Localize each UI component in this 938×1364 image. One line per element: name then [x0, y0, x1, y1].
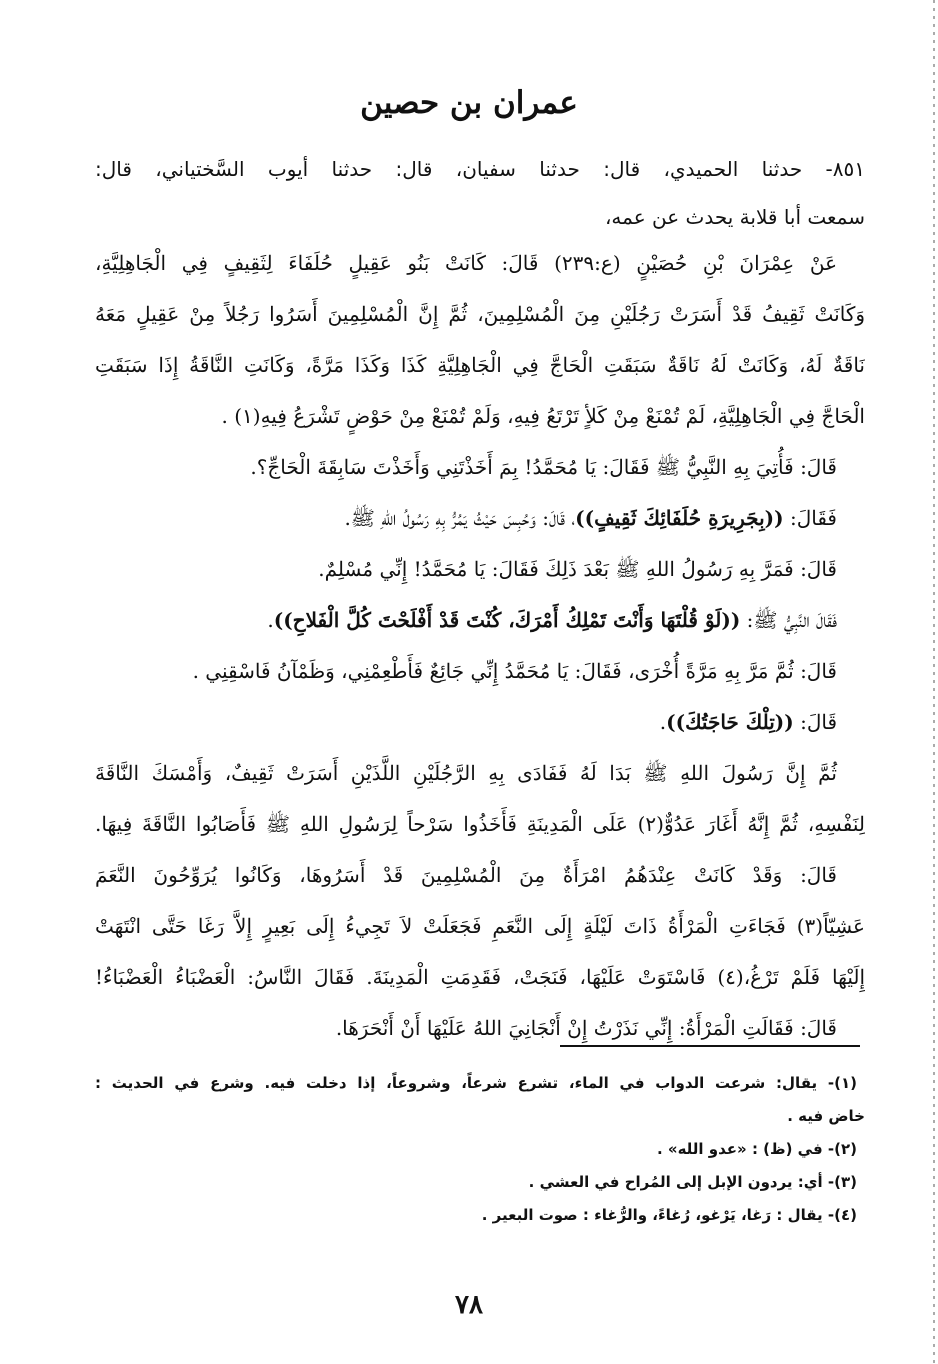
dialogue-line [95, 697, 865, 748]
text-line: قَالَ: فَقَالَتِ الْمَرْأَةُ: إِنِّي نَذَرْتُ إِنْ أَنْجَانِيَ اللهُ عَلَيْهَا أَنْ أَنْحَرَهَا. [335, 1016, 837, 1040]
chapter-title: عمران بن حصين [360, 85, 578, 121]
footnote-separator [560, 1045, 860, 1047]
dialogue-intro: فَقَالَ النَّبِيُّ ﷺ: [740, 608, 837, 632]
prophet-saying: ((بِجَرِيرَةِ حُلَفَائِكَ ثَقِيفٍ)) [575, 506, 784, 530]
hadith-isnad [95, 145, 865, 241]
prophet-saying: ((تِلْكَ حَاجَتُكَ)) [666, 710, 794, 734]
footnote-2: (٢)- في (ظ) : «عدو الله» . [656, 1140, 857, 1158]
page-number: ٧٨ [455, 1290, 483, 1320]
dialogue-line [95, 595, 865, 646]
dialogue-intro: فَقَالَ: [783, 506, 837, 530]
hadith-text-continuation [95, 748, 865, 1054]
footnote-1-continued: خاض فيه . [787, 1107, 865, 1125]
text-line: الْحَاجَّ فِي الْجَاهِلِيَّةِ، لَمْ تُمْنَعْ مِنْ كَلأٍ تَرْتَعُ فِيهِ، وَلَمْ تُمْنَعْ مِنْ حَوْضٍ تَشْرَعُ فِيهِ(١) . [221, 404, 865, 428]
dialogue-section [95, 442, 865, 748]
text-line: قَالَ: وَقَدْ كَانَتْ عِنْدَهُمُ امْرَأَةٌ مِنَ الْمُسْلِمِينَ قَدْ أَسَرُوهَا، وَكَانُوا يُرَوِّحُونَ النَّعَمَ [95, 863, 837, 887]
isnad-line: ٨٥١- حدثنا الحميدي، قال: حدثنا سفيان، قال: حدثنا أيوب السَّختياني، قال: [95, 157, 865, 181]
prophet-saying: ((لَوْ قُلْتَهَا وَأَنْتَ تَمْلِكُ أَمْرَكَ، كُنْتَ قَدْ أَفْلَحْتَ كُلَّ الْفَلاحِ)) [273, 608, 741, 632]
dialogue-line: قَالَ: فَأُتِيَ بِهِ النَّبِيُّ ﷺ فَقَالَ: يَا مُحَمَّدُ! بِمَ أَخَذْتَنِي وَأَخَذْتَ سَابِقَةَ الْحَاجِّ؟. [250, 455, 837, 479]
footnote-3: (٣)- أي: يردون الإبل إلى المُراح في العشي . [528, 1173, 857, 1191]
dialogue-intro: قَالَ: [793, 710, 837, 734]
text-line: عَشِيّاً(٣) فَجَاءَتِ الْمَرْأَةُ ذَاتَ لَيْلَةٍ إِلَى النَّعَمِ فَجَعَلَتْ لاَ تَجِيءُ إِلَى بَعِيرٍ إِلاَّ رَغَا حَتَّى انْتَهَتْ [95, 914, 865, 938]
dialogue-line [95, 493, 865, 544]
footnotes [95, 1067, 865, 1232]
dialogue-end: . [659, 710, 667, 734]
text-line: عَنْ عِمْرَانَ بْنِ حُصَيْنٍ (ع:٢٣٩) قَالَ: كَانَتْ بَنُو عَقِيلٍ حُلَفَاءَ لِثَقِيفٍ فِي الْجَاهِلِيَّةِ، [95, 251, 837, 275]
dialogue-line: قَالَ: فَمَرَّ بِهِ رَسُولُ اللهِ ﷺ بَعْدَ ذَلِكَ فَقَالَ: يَا مُحَمَّدُ! إِنِّي مُسْلِمٌ. [318, 557, 837, 581]
dialogue-end: . [267, 608, 274, 632]
footnote-1: (١)- يقال: شرعت الدواب في الماء، تشرع شرعاً، وشروعاً، إذا دخلت فيه. وشرع في الحديث : [95, 1074, 857, 1092]
dialogue-line: قَالَ: ثُمَّ مَرَّ بِهِ مَرَّةً أُخْرَى، فَقَالَ: يَا مُحَمَّدُ إِنِّي جَائِعٌ فَأَطْعِمْنِي، وَظَمْآنُ فَاسْقِنِي . [192, 659, 837, 683]
hadith-text-opening [95, 238, 865, 748]
isnad-line: سمعت أبا قلابة يحدث عن عمه، [604, 205, 865, 229]
dialogue-rest: ، قَالَ: وَحُبِسَ حَيْثُ يَمُرُّ بِهِ رَسُولُ اللهِ ﷺ. [344, 506, 576, 530]
text-line: ثُمَّ إِنَّ رَسُولَ اللهِ ﷺ بَدَا لَهُ فَفَادَى بِهِ الرَّجُلَيْنِ اللَّذَيْنِ أَسَرَتْ ثَقِيفٌ، وَأَمْسَكَ النَّاقَةَ [95, 761, 837, 785]
text-line: وَكَانَتْ ثَقِيفُ قَدْ أَسَرَتْ رَجُلَيْنِ مِنَ الْمُسْلِمِينَ، ثُمَّ إِنَّ الْمُسْلِمِينَ أَسَرُوا رَجُلاً مِنْ عَقِيلٍ مَعَهُ [95, 302, 865, 326]
text-line: نَاقَةٌ لَهُ، وَكَانَتْ لَهُ نَاقَةٌ سَبَقَتِ الْحَاجَّ فِي الْجَاهِلِيَّةِ كَذَا وَكَذَا مَرَّةً، وَكَانَتِ النَّاقَةُ إِذَا سَبَقَتِ [95, 353, 865, 377]
page-edge-scan-mark [933, 0, 935, 1364]
footnote-4: (٤)- يقال : رَغا، يَرْغو، رُغاءً، والرُّغاء : صوت البعير . [481, 1206, 857, 1224]
text-line: لِنَفْسِهِ، ثُمَّ إِنَّهُ أَغَارَ عَدُوٌّ(٢) عَلَى الْمَدِينَةِ فَأَخَذُوا سَرْحاً لِرَسُولِ اللهِ ﷺ فَأَصَابُوا النَّاقَةَ فِيهَا. [95, 812, 865, 836]
text-line: إِلَيْهَا فَلَمْ تَرْغُ،(٤) فَاسْتَوَتْ عَلَيْهَا، فَنَجَتْ، فَقَدِمَتِ الْمَدِينَةَ. فَقَالَ النَّاسُ: الْعَضْبَاءُ الْعَضْبَاءُ! [95, 965, 865, 989]
